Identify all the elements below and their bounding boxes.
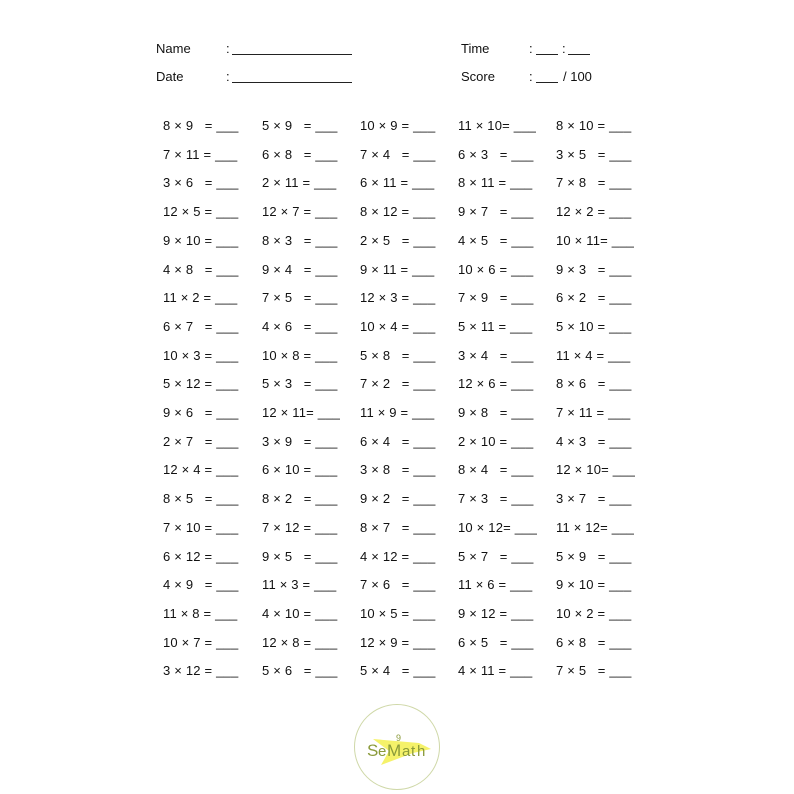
multiplication-problem[interactable]: 9 × 2 = ___ [360, 491, 436, 507]
multiplication-problem[interactable]: 10 × 8 = ___ [262, 347, 338, 363]
date-colon: : [226, 69, 230, 84]
multiplication-problem[interactable]: 7 × 9 = ___ [458, 290, 534, 306]
logo-letter-s: S [367, 741, 379, 760]
multiplication-problem[interactable]: 3 × 12 = ___ [163, 663, 239, 679]
multiplication-problem[interactable]: 6 × 7 = ___ [163, 318, 239, 334]
multiplication-problem[interactable]: 8 × 7 = ___ [360, 519, 436, 535]
multiplication-problem[interactable]: 2 × 11 = ___ [262, 175, 337, 191]
multiplication-problem[interactable]: 7 × 4 = ___ [360, 146, 436, 162]
multiplication-problem[interactable]: 8 × 11 = ___ [458, 175, 533, 191]
multiplication-problem[interactable]: 11 × 3 = ___ [262, 577, 337, 593]
multiplication-problem[interactable]: 5 × 8 = ___ [360, 347, 436, 363]
multiplication-problem[interactable]: 12 × 2 = ___ [556, 204, 632, 220]
multiplication-problem[interactable]: 7 × 8 = ___ [556, 175, 632, 191]
semath-logo [354, 704, 440, 790]
multiplication-problem[interactable]: 7 × 6 = ___ [360, 577, 436, 593]
logo-superscript: 9 [396, 733, 402, 743]
multiplication-problem[interactable]: 7 × 5 = ___ [262, 290, 338, 306]
multiplication-problem[interactable]: 8 × 5 = ___ [163, 491, 239, 507]
multiplication-problem[interactable]: 3 × 8 = ___ [360, 462, 436, 478]
multiplication-problem[interactable]: 6 × 8 = ___ [262, 146, 338, 162]
multiplication-problem[interactable]: 12 × 3 = ___ [360, 290, 436, 306]
multiplication-problem[interactable]: 9 × 5 = ___ [262, 548, 338, 564]
multiplication-problem[interactable]: 11 × 4 = ___ [556, 347, 631, 363]
multiplication-problem[interactable]: 3 × 6 = ___ [163, 175, 239, 191]
multiplication-problem[interactable]: 12 × 4 = ___ [163, 462, 239, 478]
multiplication-problem[interactable]: 7 × 5 = ___ [556, 663, 632, 679]
multiplication-problem[interactable]: 8 × 6 = ___ [556, 376, 632, 392]
multiplication-problem[interactable]: 12 × 9 = ___ [360, 634, 436, 650]
score-colon: : [529, 69, 533, 84]
multiplication-problem[interactable]: 4 × 6 = ___ [262, 318, 338, 334]
multiplication-problem[interactable]: 11 × 10= ___ [458, 118, 537, 133]
multiplication-problem[interactable]: 8 × 4 = ___ [458, 462, 534, 478]
multiplication-problem[interactable]: 2 × 5 = ___ [360, 232, 436, 248]
multiplication-problem[interactable]: 11 × 12= ___ [556, 519, 635, 535]
multiplication-problem[interactable]: 6 × 11 = ___ [360, 175, 435, 191]
multiplication-problem[interactable]: 12 × 5 = ___ [163, 204, 239, 220]
multiplication-problem[interactable]: 11 × 2 = ___ [163, 290, 238, 306]
logo-letter-m: M [387, 741, 402, 760]
multiplication-problem[interactable]: 5 × 3 = ___ [262, 376, 338, 392]
multiplication-problem[interactable]: 5 × 7 = ___ [458, 548, 534, 564]
multiplication-problem[interactable]: 5 × 6 = ___ [262, 663, 338, 679]
multiplication-problem[interactable]: 11 × 9 = ___ [360, 405, 435, 420]
multiplication-problem[interactable]: 4 × 9 = ___ [163, 577, 239, 593]
logo-letter-e: e [378, 743, 387, 760]
multiplication-problem[interactable]: 9 × 12 = ___ [458, 605, 534, 621]
logo-letter-h: h [417, 743, 426, 760]
multiplication-problem[interactable]: 11 × 6 = ___ [458, 577, 533, 593]
multiplication-problem[interactable]: 9 × 3 = ___ [556, 261, 632, 277]
multiplication-problem[interactable]: 10 × 4 = ___ [360, 318, 436, 334]
multiplication-problem[interactable]: 7 × 11 = ___ [163, 146, 238, 162]
multiplication-problem[interactable]: 6 × 12 = ___ [163, 548, 239, 564]
multiplication-problem[interactable]: 12 × 7 = ___ [262, 204, 338, 220]
multiplication-problem[interactable]: 7 × 11 = ___ [556, 405, 631, 420]
name-colon: : [226, 41, 230, 56]
multiplication-problem[interactable]: 7 × 3 = ___ [458, 491, 534, 507]
multiplication-problem[interactable]: 10 × 5 = ___ [360, 605, 436, 621]
score-total: / 100 [563, 69, 592, 84]
multiplication-problem[interactable]: 9 × 7 = ___ [458, 204, 534, 220]
multiplication-problem[interactable]: 7 × 2 = ___ [360, 376, 436, 392]
multiplication-problem[interactable]: 6 × 10 = ___ [262, 462, 338, 478]
multiplication-problem[interactable]: 10 × 9 = ___ [360, 118, 436, 133]
time-label: Time [461, 41, 490, 56]
multiplication-problem[interactable]: 4 × 3 = ___ [556, 433, 632, 449]
multiplication-problem[interactable]: 6 × 8 = ___ [556, 634, 632, 650]
multiplication-problem[interactable]: 3 × 9 = ___ [262, 433, 338, 449]
multiplication-problem[interactable]: 10 × 3 = ___ [163, 347, 239, 363]
multiplication-problem[interactable]: 5 × 4 = ___ [360, 663, 436, 679]
multiplication-problem[interactable]: 4 × 12 = ___ [360, 548, 436, 564]
multiplication-problem[interactable]: 9 × 8 = ___ [458, 405, 534, 420]
multiplication-problem[interactable]: 7 × 10 = ___ [163, 519, 239, 535]
name-label: Name [156, 41, 191, 56]
multiplication-problem[interactable]: 11 × 8 = ___ [163, 605, 238, 621]
multiplication-problem[interactable]: 3 × 4 = ___ [458, 347, 534, 363]
multiplication-problem[interactable]: 6 × 3 = ___ [458, 146, 534, 162]
multiplication-problem[interactable]: 6 × 4 = ___ [360, 433, 436, 449]
multiplication-problem[interactable]: 8 × 3 = ___ [262, 232, 338, 248]
multiplication-problem[interactable]: 6 × 5 = ___ [458, 634, 534, 650]
multiplication-problem[interactable]: 3 × 5 = ___ [556, 146, 632, 162]
multiplication-problem[interactable]: 10 × 12= ___ [458, 519, 538, 535]
multiplication-problem[interactable]: 12 × 10= ___ [556, 462, 636, 478]
multiplication-problem[interactable]: 9 × 10 = ___ [163, 232, 239, 248]
logo-letter-t: t [411, 743, 416, 760]
logo-letter-a: a [402, 743, 411, 760]
multiplication-problem[interactable]: 12 × 8 = ___ [262, 634, 338, 650]
multiplication-problem[interactable]: 4 × 5 = ___ [458, 232, 534, 248]
multiplication-problem[interactable]: 10 × 11= ___ [556, 232, 635, 248]
multiplication-problem[interactable]: 12 × 6 = ___ [458, 376, 534, 392]
multiplication-problem[interactable]: 8 × 12 = ___ [360, 204, 436, 220]
multiplication-problem[interactable]: 10 × 2 = ___ [556, 605, 632, 621]
multiplication-problem[interactable]: 9 × 4 = ___ [262, 261, 338, 277]
multiplication-problem[interactable]: 10 × 6 = ___ [458, 261, 534, 277]
multiplication-problem[interactable]: 8 × 10 = ___ [556, 118, 632, 133]
multiplication-problem[interactable]: 4 × 10 = ___ [262, 605, 338, 621]
date-label: Date [156, 69, 184, 84]
multiplication-problem[interactable]: 8 × 9 = ___ [163, 118, 239, 133]
multiplication-problem[interactable]: 3 × 7 = ___ [556, 491, 632, 507]
multiplication-problem[interactable]: 12 × 11= ___ [262, 405, 341, 420]
multiplication-problem[interactable]: 4 × 8 = ___ [163, 261, 239, 277]
multiplication-problem[interactable]: 9 × 10 = ___ [556, 577, 632, 593]
multiplication-problem[interactable]: 10 × 7 = ___ [163, 634, 239, 650]
time-separator: : [562, 41, 566, 56]
semath-logo-mark [355, 705, 439, 789]
multiplication-problem[interactable]: 5 × 10 = ___ [556, 318, 632, 334]
multiplication-problem[interactable]: 5 × 9 = ___ [262, 118, 338, 133]
score-label: Score [461, 69, 495, 84]
multiplication-problem[interactable]: 9 × 6 = ___ [163, 405, 239, 420]
multiplication-problem[interactable]: 4 × 11 = ___ [458, 663, 533, 679]
multiplication-problem[interactable]: 5 × 11 = ___ [458, 318, 533, 334]
multiplication-problem[interactable]: 6 × 2 = ___ [556, 290, 632, 306]
multiplication-problem[interactable]: 7 × 12 = ___ [262, 519, 338, 535]
multiplication-problem[interactable]: 9 × 11 = ___ [360, 261, 435, 277]
time-colon: : [529, 41, 533, 56]
multiplication-problem[interactable]: 2 × 10 = ___ [458, 433, 534, 449]
multiplication-problem[interactable]: 8 × 2 = ___ [262, 491, 338, 507]
multiplication-problem[interactable]: 5 × 9 = ___ [556, 548, 632, 564]
multiplication-problem[interactable]: 2 × 7 = ___ [163, 433, 239, 449]
multiplication-problem[interactable]: 5 × 12 = ___ [163, 376, 239, 392]
